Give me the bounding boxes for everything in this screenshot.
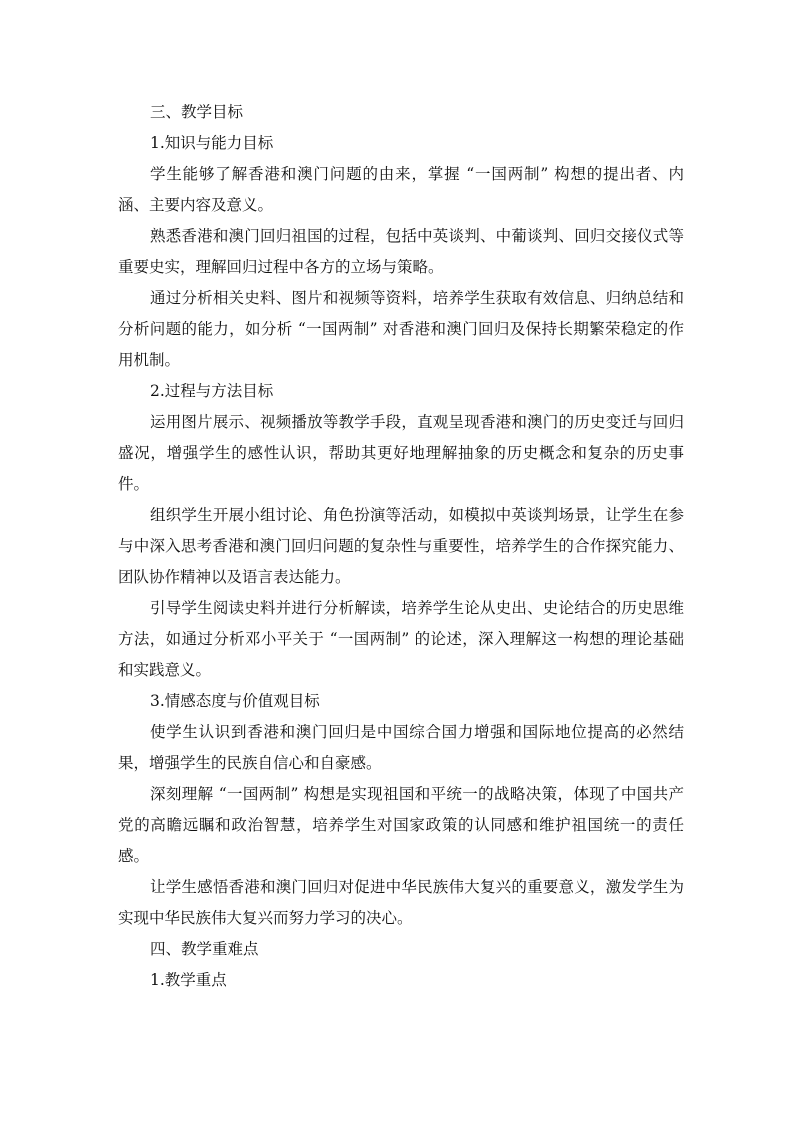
- subheading-process-method: 2.过程与方法目标: [150, 382, 274, 400]
- subheading-emotion-values: 3.情感态度与价值观目标: [150, 692, 320, 710]
- paragraph: 熟悉香港和澳门回归祖国的过程，包括中英谈判、中葡谈判、回归交接仪式等重要史实，理解回归过程中各方的立场与策略。: [118, 227, 684, 276]
- paragraph: 运用图片展示、视频播放等教学手段，直观呈现香港和澳门的历史变迁与回归盛况，增强学生的感性认识，帮助其更好地理解抽象的历史概念和复杂的历史事件。: [118, 413, 684, 493]
- paragraph: 通过分析相关史料、图片和视频等资料，培养学生获取有效信息、归纳总结和分析问题的能力，如分析 “一国两制” 对香港和澳门回归及保持长期繁荣稳定的作用机制。: [118, 289, 684, 369]
- section-heading-key-difficult-points: 四、教学重难点: [150, 940, 259, 958]
- paragraph: 学生能够了解香港和澳门问题的由来，掌握 “一国两制” 构想的提出者、内涵、主要内容及意义。: [118, 165, 684, 214]
- paragraph: 深刻理解 “一国两制” 构想是实现祖国和平统一的战略决策，体现了中国共产党的高瞻远瞩和政治智慧，培养学生对国家政策的认同感和维护祖国统一的责任感。: [118, 785, 684, 865]
- paragraph: 使学生认识到香港和澳门回归是中国综合国力增强和国际地位提高的必然结果，增强学生的民族自信心和自豪感。: [118, 723, 684, 772]
- subheading-knowledge-ability: 1.知识与能力目标: [150, 134, 274, 152]
- paragraph: 让学生感悟香港和澳门回归对促进中华民族伟大复兴的重要意义，激发学生为实现中华民族伟大复兴而努力学习的决心。: [118, 878, 684, 927]
- subheading-teaching-focus: 1.教学重点: [150, 971, 227, 989]
- document-body: [118, 97, 684, 996]
- paragraph: 引导学生阅读史料并进行分析解读，培养学生论从史出、史论结合的历史思维方法，如通过分析邓小平关于 “一国两制” 的论述，深入理解这一构想的理论基础和实践意义。: [118, 599, 684, 679]
- paragraph: 组织学生开展小组讨论、角色扮演等活动，如模拟中英谈判场景，让学生在参与中深入思考香港和澳门回归问题的复杂性与重要性，培养学生的合作探究能力、团队协作精神以及语言表达能力。: [118, 506, 684, 586]
- section-heading-teaching-goals: 三、教学目标: [150, 103, 244, 121]
